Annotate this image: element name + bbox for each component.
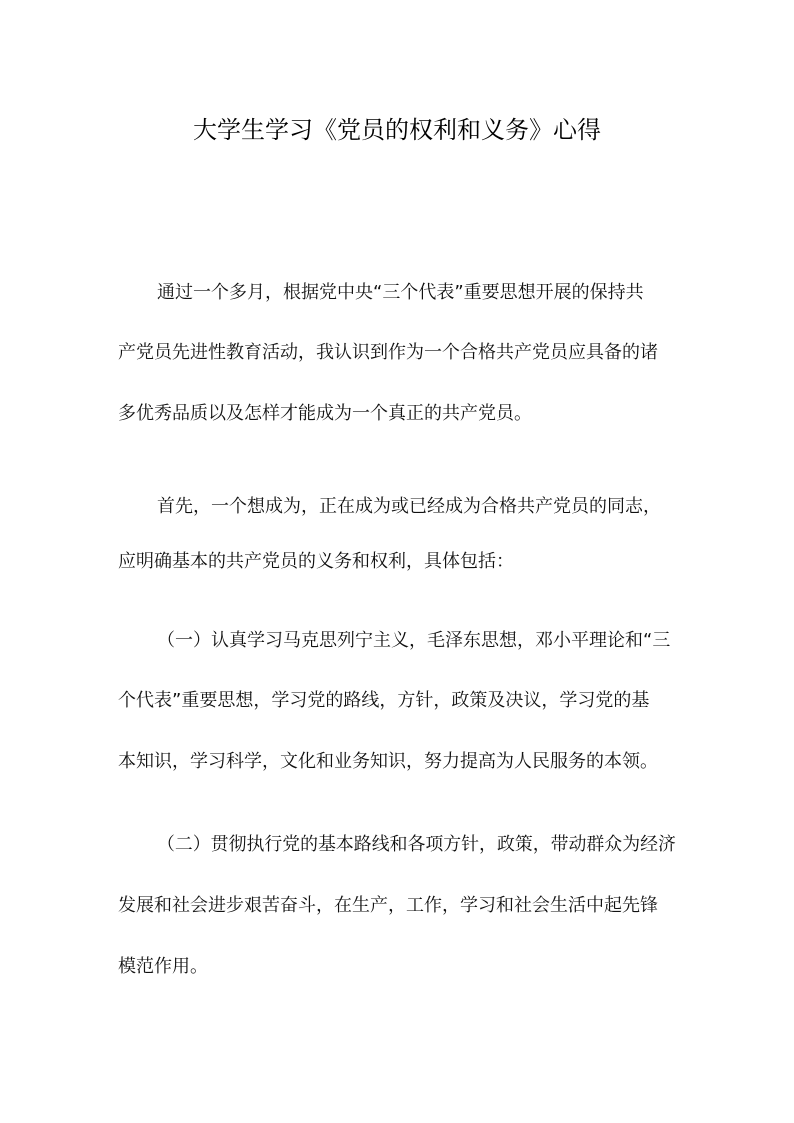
- paragraph-line: 发展和社会进步艰苦奋斗，在生产，工作，学习和社会生活中起先锋: [118, 895, 658, 916]
- paragraph-line: 应明确基本的共产党员的义务和权利，具体包括：: [118, 551, 514, 572]
- paragraph-line: 通过一个多月，根据党中央“三个代表”重要思想开展的保持共: [157, 282, 644, 303]
- paragraph-line: （二）贯彻执行党的基本路线和各项方针，政策，带动群众为经济: [157, 834, 676, 855]
- paragraph-line: （一）认真学习马克思列宁主义，毛泽东思想，邓小平理论和“三: [157, 630, 671, 651]
- paragraph-line: 本知识，学习科学，文化和业务知识，努力提高为人民服务的本领。: [118, 751, 658, 772]
- document-title: 大学生学习《党员的权利和义务》心得: [193, 116, 601, 144]
- paragraph-line: 个代表”重要思想，学习党的路线，方针，政策及决议，学习党的基: [118, 690, 650, 711]
- paragraph-line: 首先，一个想成为，正在成为或已经成为合格共产党员的同志，: [157, 496, 661, 517]
- paragraph-line: 多优秀品质以及怎样才能成为一个真正的共产党员。: [118, 403, 532, 424]
- paragraph-line: 产党员先进性教育活动，我认识到作为一个合格共产党员应具备的诸: [118, 342, 658, 363]
- paragraph-line: 模范作用。: [118, 956, 208, 977]
